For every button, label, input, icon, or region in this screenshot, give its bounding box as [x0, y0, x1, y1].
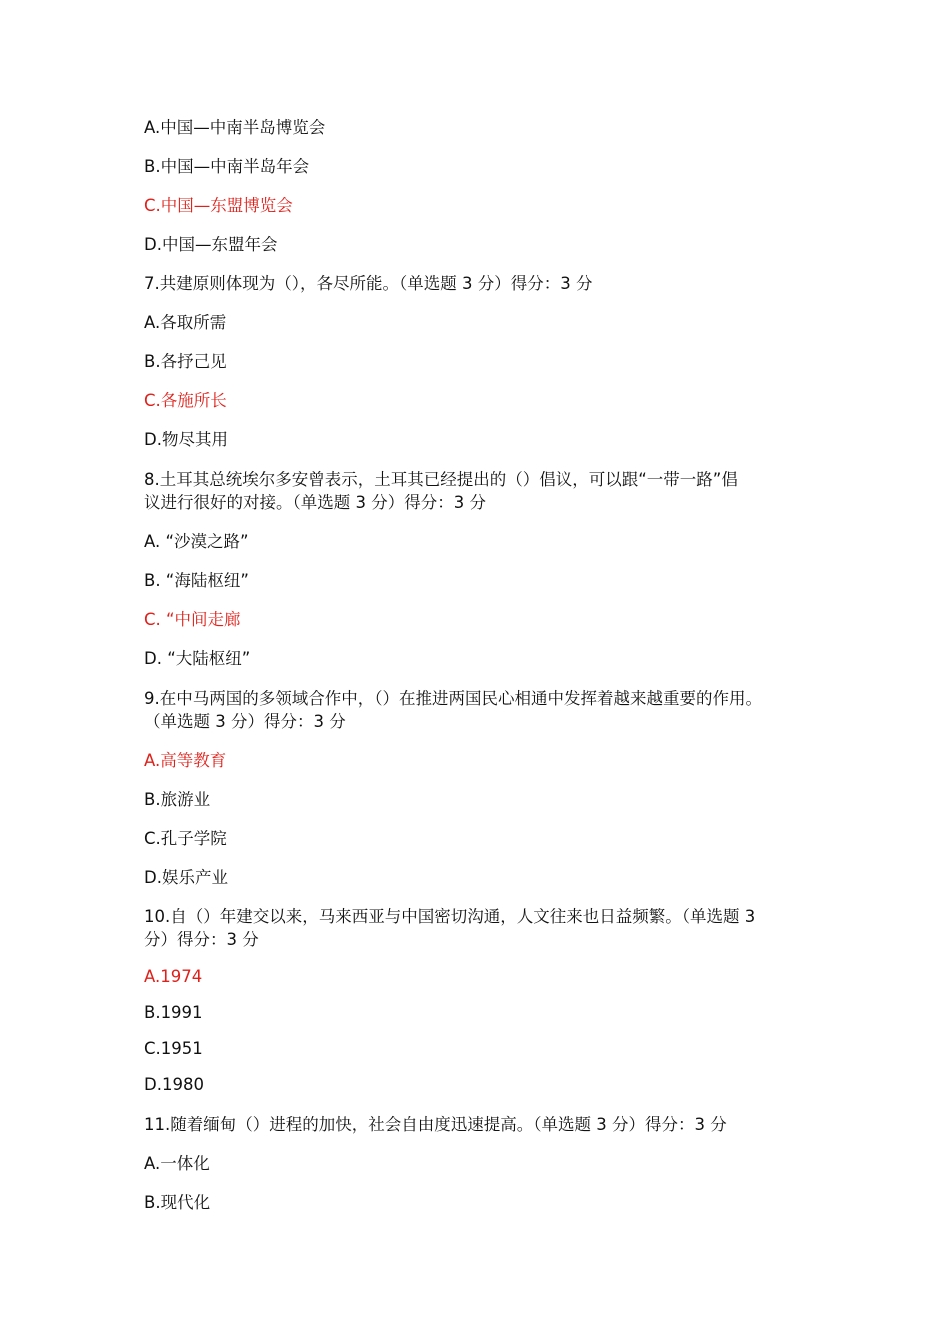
q7-option-c-correct: C.各施所长 — [144, 391, 227, 410]
q8-question-line1: 8.土耳其总统埃尔多安曾表示，土耳其已经提出的（）倡议，可以跟“一带一路”倡 — [144, 470, 738, 489]
q8-option-a: A. “沙漠之路” — [144, 532, 249, 551]
q11-option-a: A.一体化 — [144, 1154, 210, 1173]
q9-option-a-correct: A.高等教育 — [144, 751, 227, 770]
q10-option-d: D.1980 — [144, 1075, 204, 1094]
q11-question: 11.随着缅甸（）进程的加快，社会自由度迅速提高。（单选题 3 分）得分：3 分 — [144, 1115, 727, 1134]
q10-option-a-correct: A.1974 — [144, 967, 203, 986]
q10-question-line2: 分）得分：3 分 — [144, 930, 259, 949]
q8-option-c-correct: C. “中间走廊 — [144, 610, 241, 629]
q10-question-line1: 10.自（）年建交以来，马来西亚与中国密切沟通，人文往来也日益频繁。（单选题 3 — [144, 907, 756, 926]
q9-option-b: B.旅游业 — [144, 790, 211, 809]
q9-question-line1: 9.在中马两国的多领域合作中，（）在推进两国民心相通中发挥着越来越重要的作用。 — [144, 689, 762, 708]
q7-question: 7.共建原则体现为（），各尽所能。（单选题 3 分）得分：3 分 — [144, 274, 593, 293]
q8-question-line2: 议进行很好的对接。（单选题 3 分）得分：3 分 — [144, 493, 486, 512]
q7-option-d: D.物尽其用 — [144, 430, 228, 449]
q9-option-c: C.孔子学院 — [144, 829, 227, 848]
q10-option-c: C.1951 — [144, 1039, 203, 1058]
q9-option-d: D.娱乐产业 — [144, 868, 228, 887]
q7-option-b: B.各抒己见 — [144, 352, 227, 371]
q11-option-b: B.现代化 — [144, 1193, 211, 1212]
q6-option-b: B.中国—中南半岛年会 — [144, 157, 310, 176]
q9-question-line2: （单选题 3 分）得分：3 分 — [144, 712, 346, 731]
q6-option-c-correct: C.中国—东盟博览会 — [144, 196, 293, 215]
q10-option-b: B.1991 — [144, 1003, 203, 1022]
q6-option-d: D.中国—东盟年会 — [144, 235, 278, 254]
q8-option-d: D. “大陆枢纽” — [144, 649, 251, 668]
q8-option-b: B. “海陆枢纽” — [144, 571, 249, 590]
q6-option-a: A.中国—中南半岛博览会 — [144, 118, 326, 137]
q7-option-a: A.各取所需 — [144, 313, 227, 332]
